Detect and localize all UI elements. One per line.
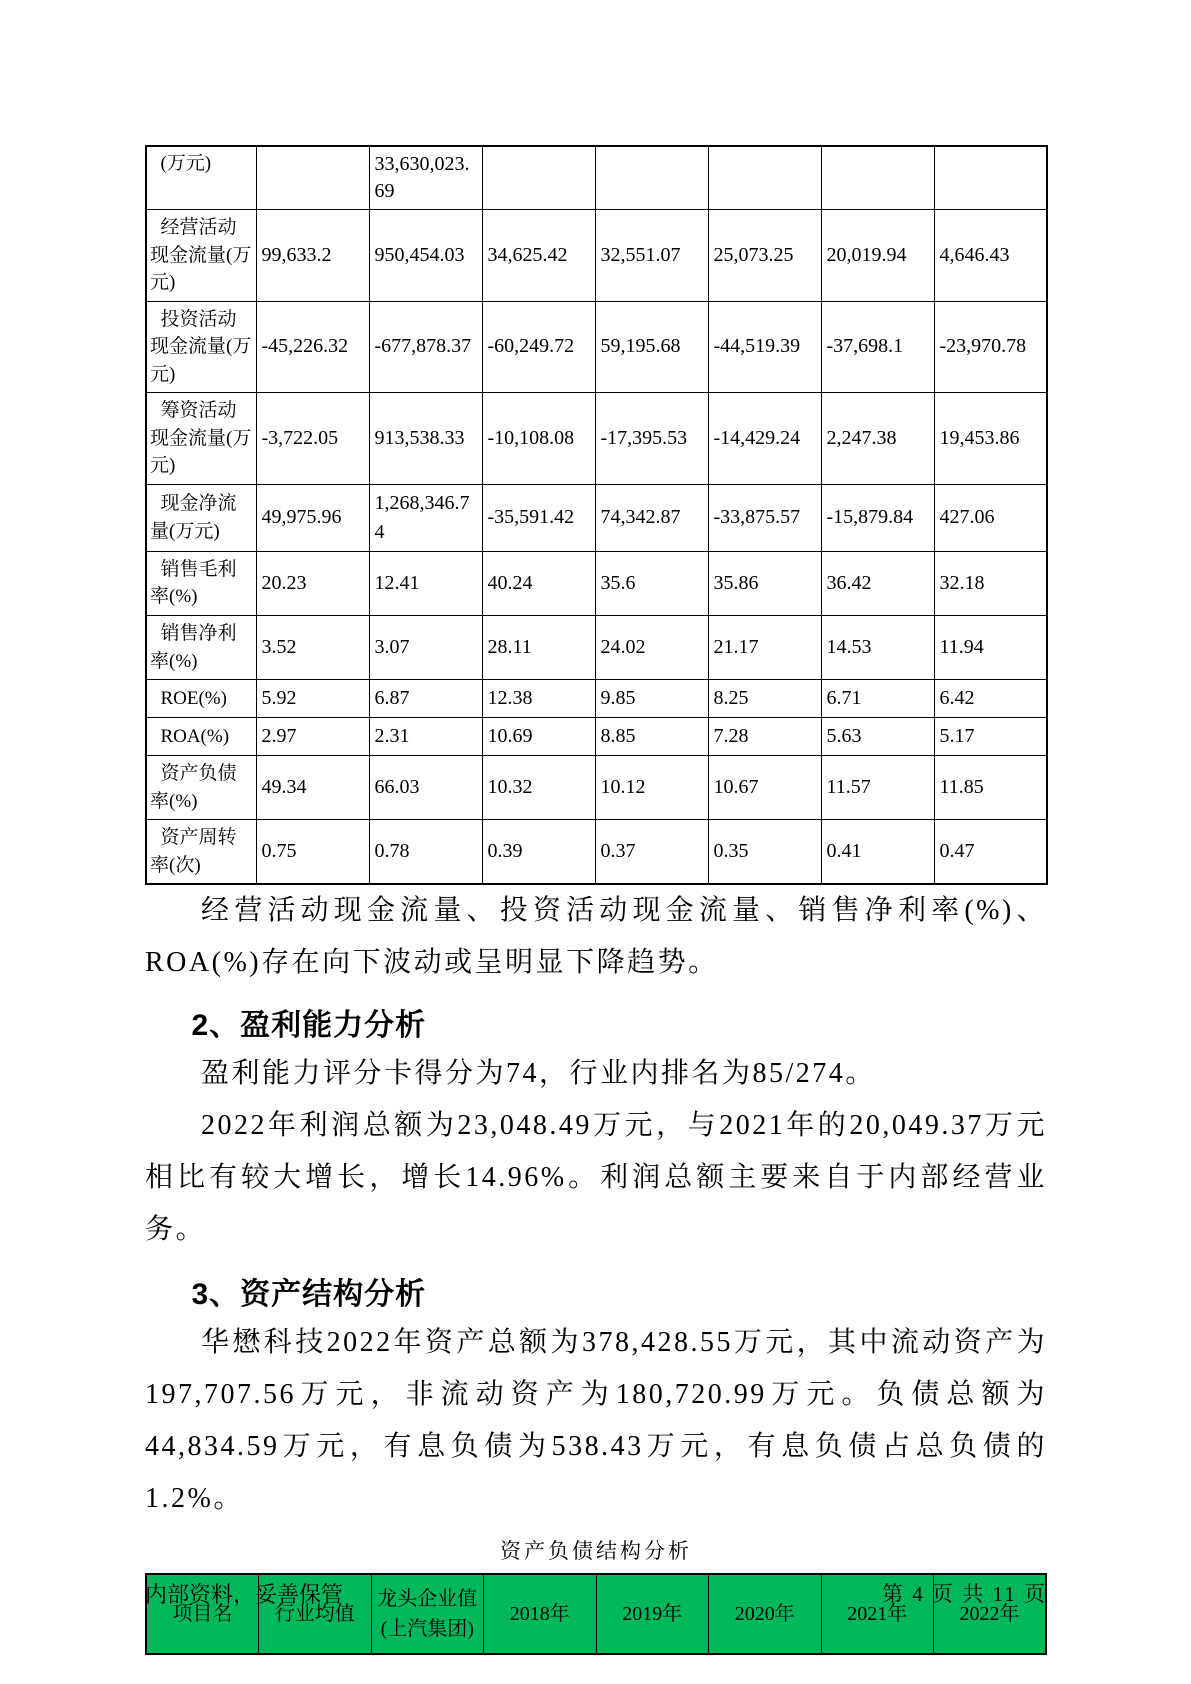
table-cell: 6.71 [821,680,934,718]
table-cell: -60,249.72 [482,301,595,393]
footer-confidential-note: 内部资料，妥善保管 [145,1582,344,1607]
table-cell: 0.78 [369,820,482,885]
table-cell: 6.42 [934,680,1047,718]
table-cell: 9.85 [595,680,708,718]
table-row [146,146,1047,210]
table-cell: 0.75 [256,820,369,885]
table-cell: -14,429.24 [708,393,821,485]
table-cell: 40.24 [482,551,595,615]
table-row [146,756,1047,820]
table-cell: 2.31 [369,718,482,756]
table-cell: 8.85 [595,718,708,756]
table-row [146,301,1047,393]
table-row [146,484,1047,551]
financial-metrics-rows [146,146,1047,884]
table-cell: 5.63 [821,718,934,756]
section-heading-asset-structure: 3、资产结构分析 [191,1278,427,1312]
row-label: 投资活动现金流量(万元) [146,301,256,393]
table-cell: 33,630,023.69 [369,146,482,210]
table-cell: -33,875.57 [708,484,821,551]
table-cell [934,146,1047,210]
table-cell: 11.57 [821,756,934,820]
table-cell: 3.52 [256,616,369,680]
asset-structure-paragraph: 华懋科技2022年资产总额为378,428.55万元，其中流动资产为197,707.56万元，非流动资产为180,720.99万元。负债总额为44,834.59万元，有息负债为538.43万元，有息负债占总负债的1.2%。 [145,1327,1047,1515]
table-cell: 0.37 [595,820,708,885]
row-label: 现金净流量(万元) [146,484,256,551]
table-cell: -23,970.78 [934,301,1047,393]
column-header: 2022年 [934,1574,1047,1654]
table-cell: 74,342.87 [595,484,708,551]
table-row [146,393,1047,485]
financial-metrics-table [145,145,1048,885]
table-cell: 4,646.43 [934,210,1047,302]
column-header: 行业均值 [259,1574,372,1654]
table-cell: 2.97 [256,718,369,756]
row-label: 经营活动现金流量(万元) [146,210,256,302]
table-cell: -677,878.37 [369,301,482,393]
table-cell: 1,268,346.74 [369,484,482,551]
table-cell: 950,454.03 [369,210,482,302]
table-cell: 5.92 [256,680,369,718]
table-cell: -17,395.53 [595,393,708,485]
table-cell: 10.69 [482,718,595,756]
row-label: 资产负债率(%) [146,756,256,820]
row-label: ROA(%) [146,718,256,756]
table-cell: 12.41 [369,551,482,615]
table-cell: 427.06 [934,484,1047,551]
table-cell: 21.17 [708,616,821,680]
table-cell: 35.86 [708,551,821,615]
footer-page-number: 第 4 页 共 11 页 [882,1582,1047,1606]
trend-note-paragraph: 经营活动现金流量、投资活动现金流量、销售净利率(%)、ROA(%)存在向下波动或呈明显下降趋势。 [145,895,1047,979]
table-cell: -37,698.1 [821,301,934,393]
table-row [146,820,1047,885]
table-cell [256,146,369,210]
table-row [146,680,1047,718]
column-header: 2020年 [709,1574,822,1654]
table-cell: 20,019.94 [821,210,934,302]
table-cell: -10,108.08 [482,393,595,485]
section-heading-profitability: 2、盈利能力分析 [191,1009,427,1043]
profitability-score-paragraph: 盈利能力评分卡得分为74，行业内排名为85/274。 [201,1058,876,1090]
row-label: 销售净利率(%) [146,616,256,680]
table-cell: 66.03 [369,756,482,820]
table-cell: 35.6 [595,551,708,615]
table-cell: 913,538.33 [369,393,482,485]
column-header: 2021年 [821,1574,934,1654]
table-cell: 10.32 [482,756,595,820]
table-cell: 0.35 [708,820,821,885]
profit-total-paragraph: 2022年利润总额为23,048.49万元，与2021年的20,049.37万元相比有较大增长，增长14.96%。利润总额主要来自于内部经营业务。 [145,1110,1047,1246]
table-row [146,616,1047,680]
table-cell [595,146,708,210]
table-cell [482,146,595,210]
column-header: 项目名 [146,1574,259,1654]
table-cell: 34,625.42 [482,210,595,302]
table-cell: 49.34 [256,756,369,820]
table-row [146,551,1047,615]
table-cell: 59,195.68 [595,301,708,393]
row-label: 资产周转率(次) [146,820,256,885]
table-cell: 25,073.25 [708,210,821,302]
table-cell: 8.25 [708,680,821,718]
table-cell: 12.38 [482,680,595,718]
row-label: 销售毛利率(%) [146,551,256,615]
table-cell: -45,226.32 [256,301,369,393]
table-cell: 0.39 [482,820,595,885]
table-cell: 36.42 [821,551,934,615]
column-header: 龙头企业值(上汽集团) [371,1574,484,1654]
row-label: 筹资活动现金流量(万元) [146,393,256,485]
table-cell: 28.11 [482,616,595,680]
table-cell: -35,591.42 [482,484,595,551]
table-cell: 10.67 [708,756,821,820]
table-row [146,718,1047,756]
table-cell: 0.47 [934,820,1047,885]
asset-table-caption: 资产负债结构分析 [500,1539,692,1564]
row-label: ROE(%) [146,680,256,718]
column-header: 2019年 [596,1574,709,1654]
table-cell: 2,247.38 [821,393,934,485]
page-footer [145,1578,1047,1609]
table-cell: 19,453.86 [934,393,1047,485]
table-cell: 99,633.2 [256,210,369,302]
table-cell: 11.94 [934,616,1047,680]
table-row [146,210,1047,302]
table-cell: 32.18 [934,551,1047,615]
table-cell: 6.87 [369,680,482,718]
table-cell: 49,975.96 [256,484,369,551]
table-cell: 11.85 [934,756,1047,820]
table-cell: -15,879.84 [821,484,934,551]
table-cell: 3.07 [369,616,482,680]
table-cell: 0.41 [821,820,934,885]
table-cell: 5.17 [934,718,1047,756]
table-cell: 14.53 [821,616,934,680]
page-content [145,0,1047,1655]
table-cell: -3,722.05 [256,393,369,485]
table-cell [821,146,934,210]
row-label: (万元) [146,146,256,210]
table-cell: -44,519.39 [708,301,821,393]
table-cell: 32,551.07 [595,210,708,302]
table-cell: 24.02 [595,616,708,680]
column-header: 2018年 [484,1574,597,1654]
table-cell: 7.28 [708,718,821,756]
table-cell: 20.23 [256,551,369,615]
table-cell [708,146,821,210]
table-cell: 10.12 [595,756,708,820]
